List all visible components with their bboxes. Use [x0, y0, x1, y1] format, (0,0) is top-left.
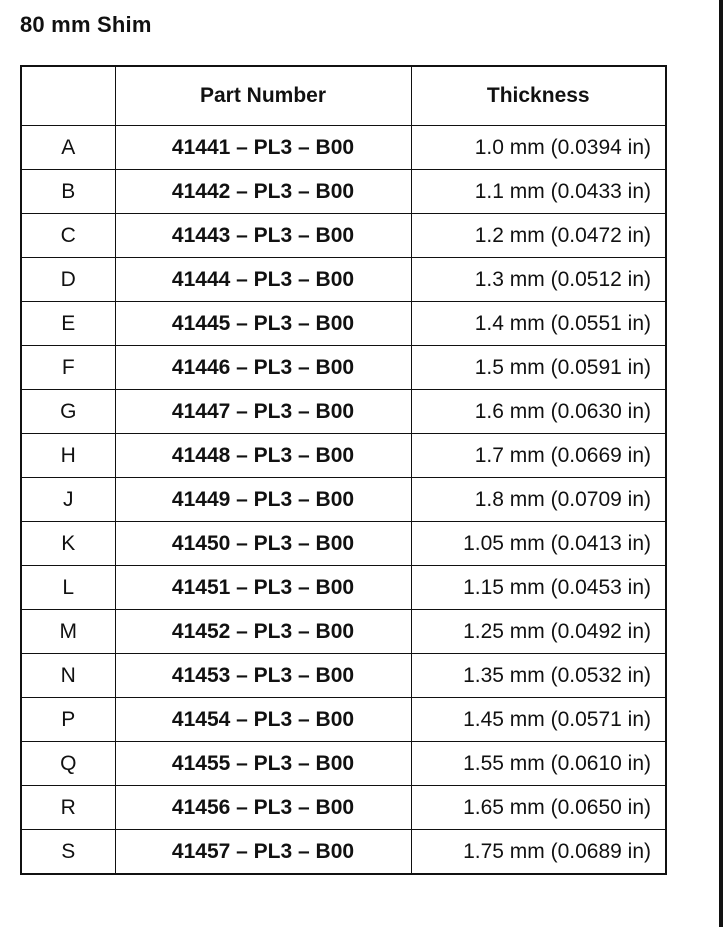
cell-thickness: 1.45 mm (0.0571 in) — [411, 698, 666, 742]
cell-thickness: 1.05 mm (0.0413 in) — [411, 522, 666, 566]
cell-letter: N — [21, 654, 115, 698]
table-row — [21, 830, 666, 875]
header-letter — [21, 66, 115, 126]
cell-part-number: 41451 – PL3 – B00 — [115, 566, 411, 610]
table-row — [21, 390, 666, 434]
cell-part-number: 41441 – PL3 – B00 — [115, 126, 411, 170]
cell-part-number: 41442 – PL3 – B00 — [115, 170, 411, 214]
cell-letter: G — [21, 390, 115, 434]
cell-thickness: 1.65 mm (0.0650 in) — [411, 786, 666, 830]
cell-part-number: 41454 – PL3 – B00 — [115, 698, 411, 742]
table-body — [21, 126, 666, 875]
table-row — [21, 214, 666, 258]
cell-part-number: 41449 – PL3 – B00 — [115, 478, 411, 522]
table-row — [21, 654, 666, 698]
table-row — [21, 170, 666, 214]
cell-part-number: 41457 – PL3 – B00 — [115, 830, 411, 875]
cell-thickness: 1.4 mm (0.0551 in) — [411, 302, 666, 346]
table-row — [21, 346, 666, 390]
table-row — [21, 742, 666, 786]
cell-letter: D — [21, 258, 115, 302]
table-row — [21, 610, 666, 654]
page-edge-border — [719, 0, 723, 927]
cell-thickness: 1.5 mm (0.0591 in) — [411, 346, 666, 390]
cell-thickness: 1.1 mm (0.0433 in) — [411, 170, 666, 214]
cell-letter: B — [21, 170, 115, 214]
cell-letter: K — [21, 522, 115, 566]
cell-letter: L — [21, 566, 115, 610]
cell-thickness: 1.25 mm (0.0492 in) — [411, 610, 666, 654]
cell-letter: A — [21, 126, 115, 170]
cell-part-number: 41450 – PL3 – B00 — [115, 522, 411, 566]
header-part-number: Part Number — [115, 66, 411, 126]
table-row — [21, 566, 666, 610]
shim-table — [20, 65, 667, 875]
cell-thickness: 1.2 mm (0.0472 in) — [411, 214, 666, 258]
table-row — [21, 698, 666, 742]
cell-letter: S — [21, 830, 115, 875]
table-row — [21, 786, 666, 830]
cell-thickness: 1.55 mm (0.0610 in) — [411, 742, 666, 786]
cell-part-number: 41456 – PL3 – B00 — [115, 786, 411, 830]
table-row — [21, 302, 666, 346]
cell-thickness: 1.15 mm (0.0453 in) — [411, 566, 666, 610]
table-row — [21, 126, 666, 170]
cell-letter: M — [21, 610, 115, 654]
cell-thickness: 1.0 mm (0.0394 in) — [411, 126, 666, 170]
cell-letter: H — [21, 434, 115, 478]
cell-thickness: 1.35 mm (0.0532 in) — [411, 654, 666, 698]
page-title: 80 mm Shim — [20, 12, 152, 37]
cell-part-number: 41452 – PL3 – B00 — [115, 610, 411, 654]
cell-part-number: 41443 – PL3 – B00 — [115, 214, 411, 258]
cell-letter: E — [21, 302, 115, 346]
header-thickness: Thickness — [411, 66, 666, 126]
table-header-row — [21, 66, 666, 126]
cell-letter: F — [21, 346, 115, 390]
cell-letter: J — [21, 478, 115, 522]
cell-thickness: 1.6 mm (0.0630 in) — [411, 390, 666, 434]
cell-part-number: 41448 – PL3 – B00 — [115, 434, 411, 478]
cell-part-number: 41455 – PL3 – B00 — [115, 742, 411, 786]
table-row — [21, 522, 666, 566]
cell-letter: R — [21, 786, 115, 830]
table-row — [21, 258, 666, 302]
cell-thickness: 1.3 mm (0.0512 in) — [411, 258, 666, 302]
cell-part-number: 41453 – PL3 – B00 — [115, 654, 411, 698]
cell-thickness: 1.7 mm (0.0669 in) — [411, 434, 666, 478]
cell-letter: P — [21, 698, 115, 742]
cell-part-number: 41446 – PL3 – B00 — [115, 346, 411, 390]
cell-letter: Q — [21, 742, 115, 786]
cell-part-number: 41447 – PL3 – B00 — [115, 390, 411, 434]
cell-part-number: 41444 – PL3 – B00 — [115, 258, 411, 302]
cell-thickness: 1.8 mm (0.0709 in) — [411, 478, 666, 522]
table-row — [21, 434, 666, 478]
cell-letter: C — [21, 214, 115, 258]
cell-thickness: 1.75 mm (0.0689 in) — [411, 830, 666, 875]
table-row — [21, 478, 666, 522]
cell-part-number: 41445 – PL3 – B00 — [115, 302, 411, 346]
